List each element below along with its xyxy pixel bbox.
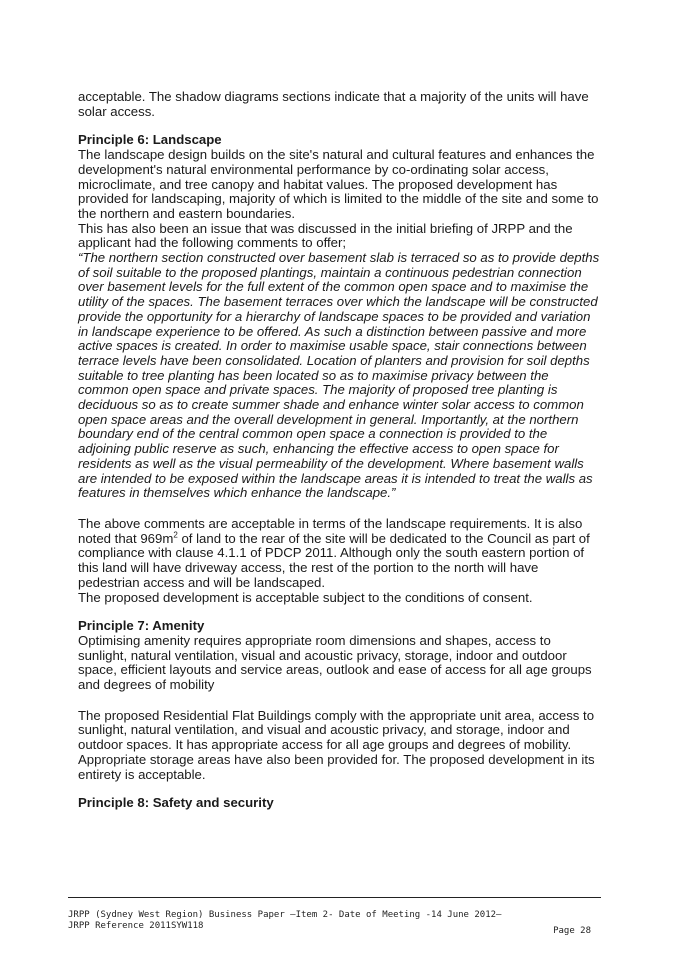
spacer (78, 605, 602, 619)
principle-7-paragraph-2: The proposed Residential Flat Buildings comply with the appropriate unit area, access to sunlight, natural ventilation, and visual and acoustic privacy, and storage, indoor and outdoor spaces. It has appropriate access for all age groups and degrees of mobility. Appropriate storage areas have also been provided for. The proposed development in its entirety is acceptable. (78, 707, 595, 782)
intro-paragraph: acceptable. The shadow diagrams sections indicate that a majority of the units will have solar access. (78, 89, 589, 119)
principle-6-paragraph-3-start: The above comments are acceptable in terms of the landscape requirements. It is also noted that 969m (78, 515, 583, 546)
footer-meeting-line: JRPP (Sydney West Region) Business Paper –Item 2- Date of Meeting -14 June 2012– (68, 910, 502, 920)
principle-6-heading: Principle 6: Landscape (78, 132, 222, 148)
spacer (78, 501, 602, 517)
principle-6-paragraph-3-end: of land to the rear of the site will be dedicated to the Council as part of compliance with clause 4.1.1 of PDCP 2011. Although only the south eastern portion of this land will have driveway access, the rest of the portion to the north will have pedestrian access and will be landscaped. (78, 530, 590, 590)
principle-6-paragraph-1: The landscape design builds on the site's natural and cultural features and enhances the development's natural environmental performance by co-ordinating solar access, microclimate, and tree canopy and habitat values. The proposed development has provided for landscaping, majority of which is limited to the middle of the site and some to the northern and eastern boundaries. (78, 147, 599, 221)
spacer (78, 119, 602, 133)
footer-reference-line: JRPP Reference 2011SYW118 (68, 921, 204, 931)
document-body (78, 90, 602, 811)
spacer (78, 693, 602, 709)
page-number: Page 28 (553, 926, 591, 936)
spacer (78, 782, 602, 796)
applicant-quote: “The northern section constructed over basement slab is terraced so as to provide depths of soil suitable to the proposed plantings, maintain a continuous pedestrian connection over basement levels for the full extent of the common open space and to maximise the utility of the spaces. The basement terraces over which the landscape will be constructed provide the opportunity for a hierarchy of landscape spaces to be provided and variation in landscape experience to be offered. As such a distinction between passive and more active spaces is created. In order to maximise usable space, stair connections between terrace levels have been consolidated. Location of planters and provision for soil depths suitable to tree planting has been located so as to maximise privacy between the common open space and private spaces. The majority of proposed tree planting is deciduous so as to create summer shade and enhance winter solar access to common open space areas and the overall development in general. Importantly, at the northern boundary end of the central common open space a connection is provided to the adjoining public reserve as such, enhancing the effective access to open space for residents as well as the visual permeability of the development. Where basement walls are intended to be exposed within the landscape areas it is intended to treat the walls as features in themselves which enhance the landscape.” (78, 250, 600, 501)
principle-7-paragraph-1: Optimising amenity requires appropriate room dimensions and shapes, access to sunlight, natural ventilation, visual and acoustic privacy, storage, indoor and outdoor space, efficient layouts and service areas, outlook and ease of access for all age groups and degrees of mobility (78, 632, 592, 693)
superscript-2: 2 (173, 530, 178, 540)
principle-6-paragraph-3 (78, 517, 602, 591)
page-footer (68, 910, 601, 936)
principle-8-heading: Principle 8: Safety and security (78, 795, 274, 811)
principle-6-paragraph-4: The proposed development is acceptable subject to the conditions of consent. (78, 589, 533, 605)
footer-divider (68, 897, 601, 898)
principle-6-paragraph-2: This has also been an issue that was discussed in the initial briefing of JRPP and the applicant had the following comments to offer; (78, 220, 573, 251)
principle-7-heading: Principle 7: Amenity (78, 618, 205, 634)
